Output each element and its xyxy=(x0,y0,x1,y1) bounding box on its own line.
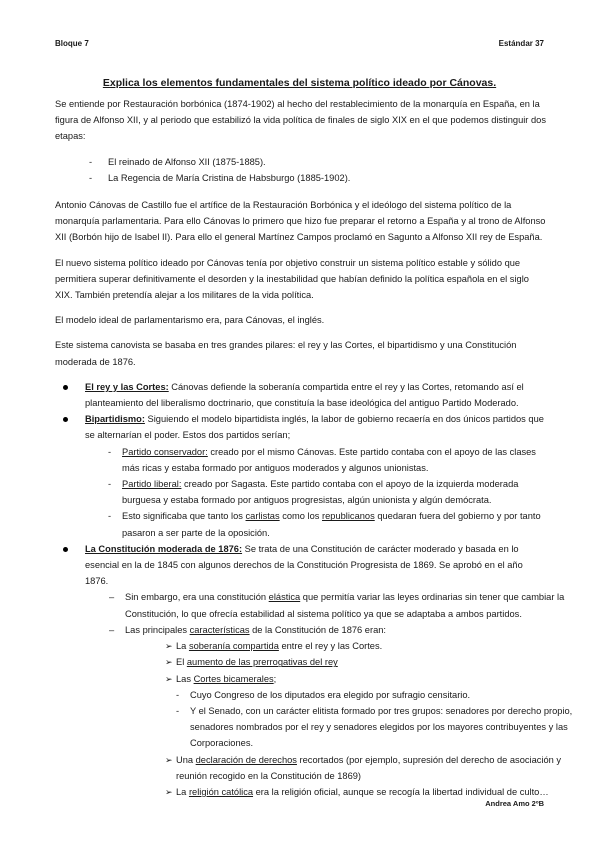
pillar-label: El rey y las Cortes: xyxy=(85,381,169,392)
list-item xyxy=(165,752,577,784)
list-item xyxy=(85,622,577,800)
header-block: Bloque 7 xyxy=(55,39,89,48)
text-run: de la Constitución de 1876 eran: xyxy=(249,624,386,635)
list-item xyxy=(108,508,547,540)
text-run: declaración de derechos xyxy=(195,754,297,765)
text-run: era la religión oficial, aunque se recogía la libertad individual de culto… xyxy=(253,786,549,797)
author-footer: Andrea Amo 2ºB xyxy=(485,799,544,808)
pillar-bipartisanship xyxy=(85,411,547,541)
list-item: - Cuyo Congreso de los diputados era elegido por sufragio censitario. xyxy=(176,687,577,703)
list-item: - La Regencia de María Cristina de Habsburgo (1885-1902). xyxy=(89,170,547,186)
party-text: creado por el mismo Cánovas. Este partido contaba con el apoyo de las clases más ricas y estaba formado por antiguos moderados y algunos unionistas. xyxy=(122,446,536,473)
pillars-paragraph: Este sistema canovista se basaba en tres grandes pilares: el rey y las Cortes, el bipartidismo y una Constitución moderada de 1876. xyxy=(55,340,517,367)
list-item xyxy=(165,671,577,752)
text-run: Una xyxy=(176,754,196,765)
pillar-text: Se trata de una Constitución de carácter moderado y basada en lo esencial en la de 1845 con algunos derechos de la Constitución Progresista de 1869. Se aprobó en el año 1876. xyxy=(85,543,523,587)
text-run: Las xyxy=(176,673,194,684)
party-label: Partido liberal: xyxy=(122,479,182,490)
text-run: La xyxy=(176,641,189,652)
pillar-text: Siguiendo el modelo bipartidista inglés, la labor de gobierno recaería en dos únicos partidos que se alternarían el poder. Estos dos partidos serían; xyxy=(85,414,544,441)
text-run: Sin embargo, era una constitución xyxy=(125,592,269,603)
cortes-sublist xyxy=(176,687,577,752)
list-item: - El reinado de Alfonso XII (1875-1885). xyxy=(89,154,547,170)
party-text: creado por Sagasta. Este partido contaba con el apoyo de la izquierda moderada burguesa y estaba formado por antiguos progresistas, algún unionista y algún demócrata. xyxy=(122,479,519,506)
model-paragraph: El modelo ideal de parlamentarismo era, para Cánovas, el inglés. xyxy=(55,315,325,326)
list-item xyxy=(165,654,577,670)
document-body xyxy=(55,96,573,800)
text-run: que permitía variar las leyes ordinarias sin tener que cambiar la Constitución, lo que ofrecía estabilidad al sistema político ya que se adaptaba a ambos partidos. xyxy=(125,592,565,619)
text-run: aumento de las prerrogativas del rey xyxy=(186,657,338,668)
intro-paragraph: Se entiende por Restauración borbónica (1874-1902) al hecho del restablecimiento de la monarquía en España, en la figura de Alfonso XII, y al periodo que estabilizó la vida política de finales de siglo XIX en el que podemos distinguir dos etapas: xyxy=(55,99,546,142)
text-run: soberanía compartida xyxy=(188,641,279,652)
text-run: republicanos xyxy=(322,511,375,522)
text-run: ; xyxy=(273,673,277,684)
stages-list xyxy=(55,154,547,186)
text-run: como los xyxy=(279,511,323,522)
text-run: carlistas xyxy=(245,511,280,522)
text-run: La xyxy=(176,786,189,797)
text-run: elástica xyxy=(268,592,301,603)
text-run: entre el rey y las Cortes. xyxy=(278,641,383,652)
pillar-text: Cánovas defiende la soberanía compartida entre el rey y las Cortes, retomando así el planteamiento del liberalismo doctrinario, que constituía la base ideológica del antiguo Partido Moderado. xyxy=(85,381,524,409)
text-run: recortados (por ejemplo, supresión del derecho de asociación y reunión recogido en la Constitución de 1869) xyxy=(176,754,562,781)
list-item xyxy=(165,784,577,800)
pillar-king-cortes xyxy=(85,379,547,411)
page-title: Explica los elementos fundamentales del sistema político ideado por Cánovas. xyxy=(102,77,497,89)
text-run: El xyxy=(176,657,187,668)
list-item xyxy=(108,476,547,508)
text-run: Esto significaba que tanto los xyxy=(122,511,246,522)
header-standard: Estándar 37 xyxy=(498,39,544,48)
pillar-constitution xyxy=(85,541,573,800)
list-item xyxy=(108,444,547,476)
text-run: religión católica xyxy=(188,786,254,797)
objective-paragraph: El nuevo sistema político ideado por Cánovas tenía por objetivo construir un sistema político estable y sólido que permitiera superar definitivamente el desorden y la inestabilidad que habían definido la política española en el siglo XIX. También pretendía alejar a los militares de la vida política. xyxy=(55,257,529,301)
parties-list xyxy=(85,444,547,541)
list-item: - Y el Senado, con un carácter elitista formado por tres grupos: senadores por derecho propio, senadores nombrados por el rey y senadores elegidos por los mayores contribuyentes y las Corporaciones. xyxy=(176,703,577,752)
text-run: quedaran fuera del gobierno y por tanto pasaron a ser parte de la oposición. xyxy=(122,511,541,538)
characteristics-list xyxy=(125,638,577,800)
constitution-sublist xyxy=(45,589,577,800)
text-run: Las principales xyxy=(125,624,190,635)
text-run: Cortes bicamerales xyxy=(193,673,274,684)
pillar-label: La Constitución moderada de 1876: xyxy=(85,543,243,554)
pillars-list xyxy=(55,379,573,800)
list-item xyxy=(85,589,577,621)
pillar-label: Bipartidismo: xyxy=(85,414,145,425)
text-run: características xyxy=(189,624,250,635)
canovas-paragraph: Antonio Cánovas de Castillo fue el artífice de la Restauración Borbónica y el ideólogo del sistema político de la monarquía parlamentaria. Para ello Cánovas lo primero que hizo fue preparar el retorno a España y al trono de Alfonso XII (Borbón hijo de Isabel II). Para ello el general Martínez Campos proclamó en Sagunto a Alfonso XII rey de España. xyxy=(55,200,546,243)
party-label: Partido conservador: xyxy=(122,446,208,457)
list-item xyxy=(165,638,577,654)
